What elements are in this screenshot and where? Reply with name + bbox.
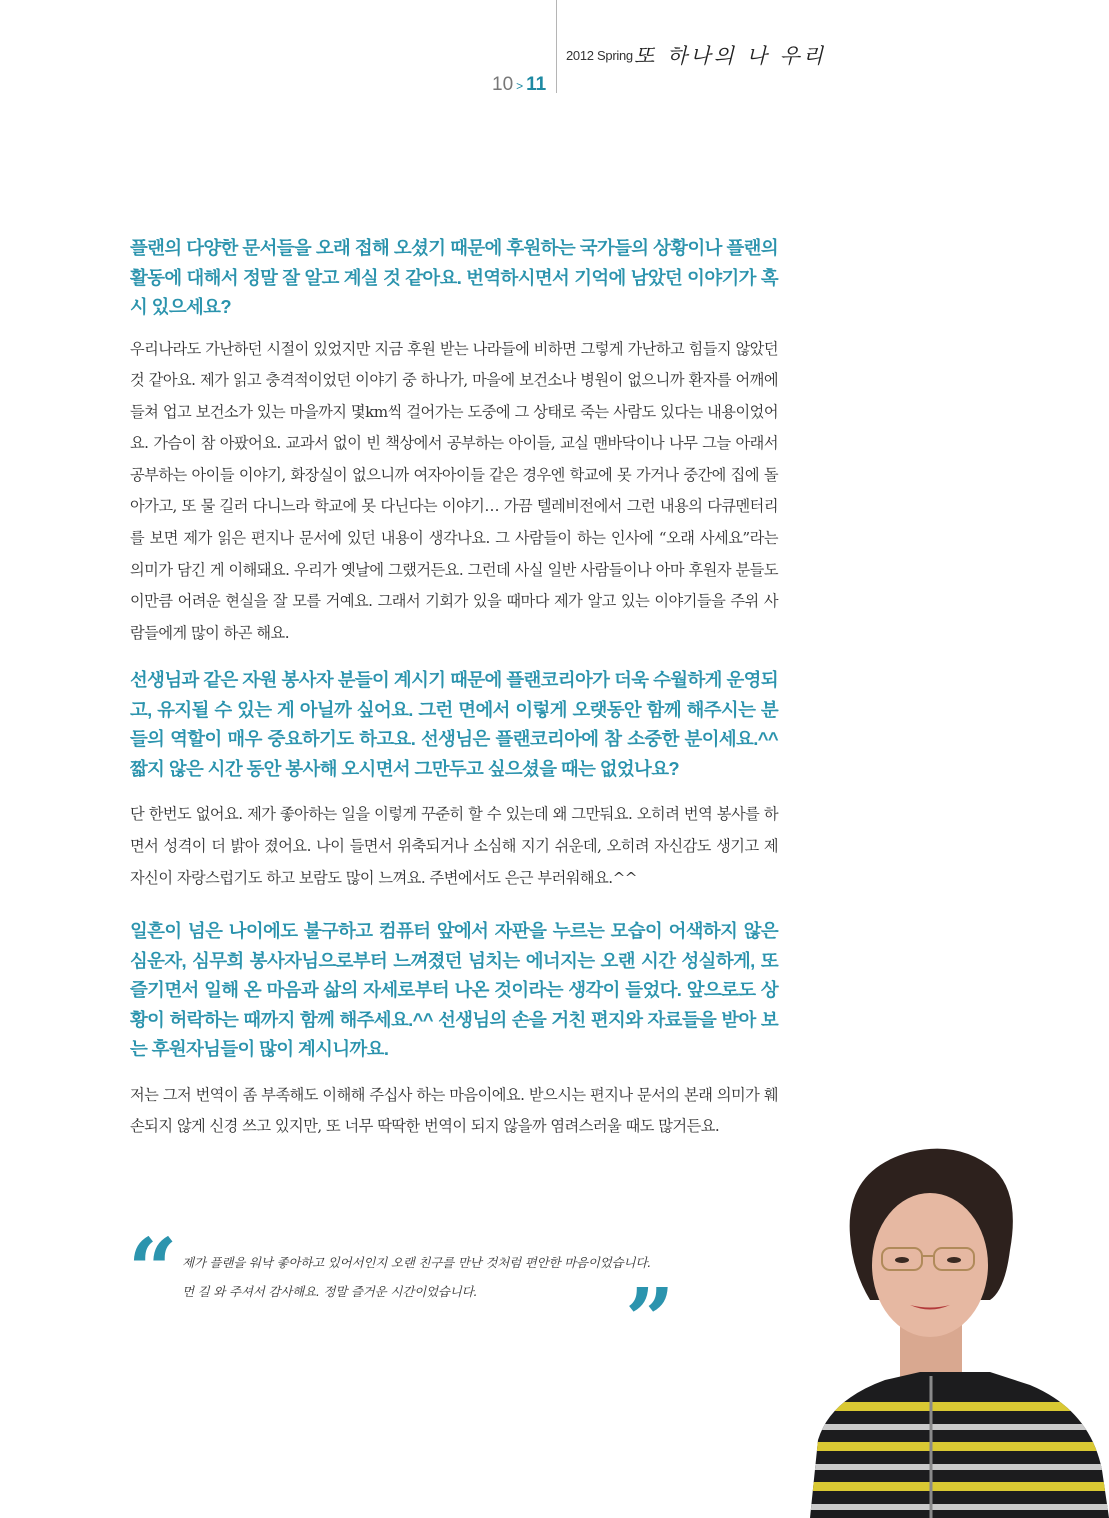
pull-quote bbox=[182, 1248, 662, 1306]
pull-quote-line-1: 제가 플랜을 워낙 좋아하고 있어서인지 오랜 친구를 만난 것처럼 편안한 마음이었습니다. bbox=[182, 1255, 652, 1270]
article-body bbox=[130, 233, 778, 1159]
question-3: 일흔이 넘은 나이에도 불구하고 컴퓨터 앞에서 자판을 누르는 모습이 어색하지 않은 심운자, 심무희 봉사자님으로부터 느껴졌던 넘치는 에너지는 오랜 시간 성실하게, 또 즐기면서 일해 온 마음과 삶의 자세로부터 나온 것이라는 생각이 들었다. 앞으로도 상황이 허락하는 때까지 함께 해주세요.^^ 선생님의 손을 거친 편지와 자료들을 받아 보는 후원자님들이 많이 계시니까요. bbox=[130, 920, 778, 1060]
question-1: 플랜의 다양한 문서들을 오래 접해 오셨기 때문에 후원하는 국가들의 상황이나 플랜의 활동에 대해서 정말 잘 알고 계실 것 같아요. 번역하시면서 기억에 남았던 이야기가 혹시 있으세요? bbox=[130, 237, 778, 317]
quote-close-icon: ” bbox=[625, 1270, 675, 1371]
magazine-title: 또 하나의 나 우리 bbox=[634, 44, 827, 68]
page-number bbox=[492, 74, 546, 96]
answer-1: 우리나라도 가난하던 시절이 있었지만 지금 후원 받는 나라들에 비하면 그렇게 가난하고 힘들지 않았던 것 같아요. 제가 읽고 충격적이었던 이야기 중 하나가, 마을에 보건소나 병원이 없으니까 환자를 어깨에 들쳐 업고 보건소가 있는 마을까지 몇km씩 걸어가는 도중에 그 상태로 죽는 사람도 있다는 내용이었어요. 가슴이 참 아팠어요. 교과서 없이 빈 책상에서 공부하는 아이들, 교실 맨바닥이나 나무 그늘 아래서 공부하는 아이들 이야기, 화장실이 없으니까 여자아이들 같은 경우엔 학교에 못 가거나 중간에 집에 돌아가고, 또 물 길러 다니느라 학교에 못 다닌다는 이야기… 가끔 텔레비전에서 그런 내용의 다큐멘터리를 보면 제가 읽은 편지나 문서에 있던 내용이 생각나요. 그 사람들이 하는 인사에 “오래 사세요”라는 의미가 담긴 게 이해돼요. 우리가 옛날에 그랬거든요. 그런데 사실 일반 사람들이나 아마 후원자 분들도 이만큼 어려운 현실을 잘 모를 거예요. 그래서 기회가 있을 때마다 제가 알고 있는 이야기들을 주위 사람들에게 많이 하곤 해요. bbox=[130, 339, 778, 642]
answer-3: 저는 그저 번역이 좀 부족해도 이해해 주십사 하는 마음이에요. 받으시는 편지나 문서의 본래 의미가 훼손되지 않게 신경 쓰고 있지만, 또 너무 딱딱한 번역이 되지 않을까 염려스러울 때도 많거든요. bbox=[130, 1085, 778, 1136]
answer-2: 단 한번도 없어요. 제가 좋아하는 일을 이렇게 꾸준히 할 수 있는데 왜 그만둬요. 오히려 번역 봉사를 하면서 성격이 더 밝아 졌어요. 나이 들면서 위축되거나 소심해 지기 쉬운데, 오히려 자신감도 생기고 제 자신이 자랑스럽기도 하고 보람도 많이 느껴요. 주변에서도 은근 부러워해요.^^ bbox=[130, 805, 778, 887]
page-prev: 10 bbox=[492, 74, 514, 95]
header-divider bbox=[556, 0, 557, 93]
question-2: 선생님과 같은 자원 봉사자 분들이 계시기 때문에 플랜코리아가 더욱 수월하게 운영되고, 유지될 수 있는 게 아닐까 싶어요. 그런 면에서 이렇게 오랫동안 함께 해주시는 분들의 역할이 매우 중요하기도 하고요. 선생님은 플랜코리아에 참 소중한 분이세요.^^ 짧지 않은 시간 동안 봉사해 오시면서 그만두고 싶으셨을 때는 없었나요? bbox=[130, 669, 778, 779]
quote-open-icon: “ bbox=[128, 1220, 178, 1321]
page-arrow-icon: > bbox=[516, 79, 524, 93]
page-current: 11 bbox=[526, 74, 547, 95]
pull-quote-line-2: 먼 길 와 주셔서 감사해요. 정말 즐거운 시간이었습니다. bbox=[182, 1284, 478, 1299]
issue-label: 2012 Spring bbox=[566, 48, 633, 63]
interviewee-photo bbox=[790, 1140, 1109, 1518]
